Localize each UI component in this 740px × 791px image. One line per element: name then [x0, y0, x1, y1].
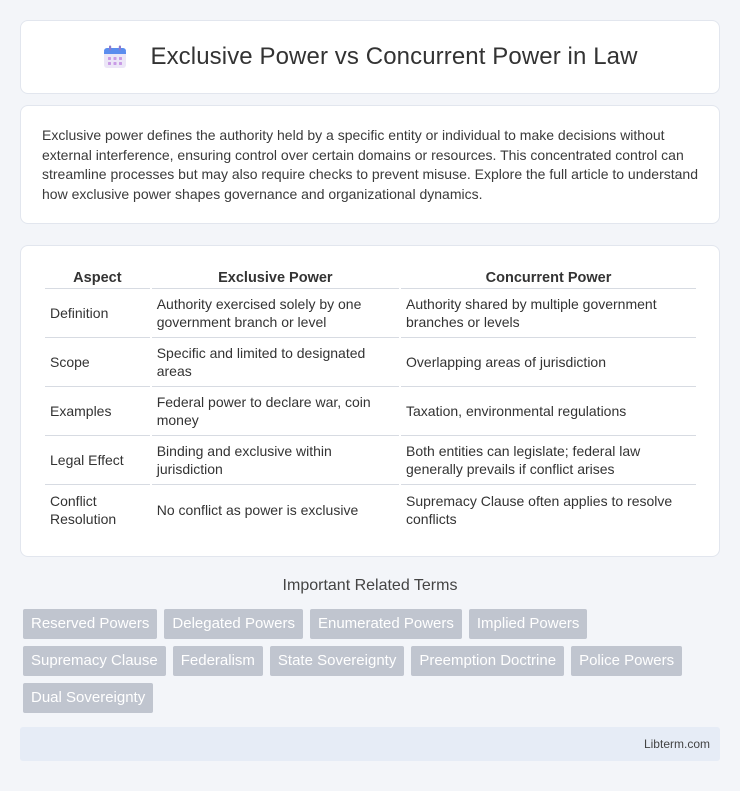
related-term-tag[interactable]: Preemption Doctrine [411, 646, 564, 676]
table-cell: Taxation, environmental regulations [401, 387, 696, 436]
table-cell: Authority shared by multiple government branches or levels [401, 289, 696, 338]
table-cell: Supremacy Clause often applies to resolve conflicts [406, 492, 673, 527]
table-cell: Authority exercised solely by one government branch or level [152, 289, 399, 338]
footer-site-link[interactable]: Libterm.com [643, 737, 710, 751]
related-term-tag[interactable]: Delegated Powers [164, 609, 303, 639]
table-cell: Legal Effect [45, 436, 150, 485]
table-cell: Scope [45, 338, 150, 387]
column-header-aspect: Aspect [45, 268, 150, 289]
table-cell: Both entities can legislate; federal law generally prevails if conflict arises [401, 436, 696, 485]
intro-paragraph: Exclusive power defines the authority held by a specific entity or individual to make decisions without external interference, ensuring control over certain domains or resources. This concentrated control can streamline processes but may also require checks to prevent misuse. Explore the full article to understand how exclusive power shapes governance and organizational dynamics. [42, 127, 698, 202]
comparison-table [43, 268, 698, 534]
page-title: Exclusive Power vs Concurrent Power in Law [150, 43, 638, 70]
table-cell: Specific and limited to designated areas [152, 338, 399, 387]
table-cell: Conflict Resolution [50, 492, 117, 527]
related-term-tag[interactable]: Reserved Powers [23, 609, 157, 639]
related-term-tag[interactable]: Supremacy Clause [23, 646, 166, 676]
related-term-tag[interactable]: State Sovereignty [270, 646, 404, 676]
footer [20, 727, 720, 761]
comparison-table-card [20, 245, 720, 557]
table-cell: No conflict as power is exclusive [156, 501, 359, 518]
table-cell: Binding and exclusive within jurisdiction [152, 436, 399, 485]
related-term-tag[interactable]: Federalism [173, 646, 263, 676]
related-terms-list [23, 609, 723, 720]
related-term-tag[interactable]: Police Powers [571, 646, 682, 676]
table-cell: Federal power to declare war, coin money [152, 387, 399, 436]
table-header-row [45, 268, 696, 289]
table-row [45, 485, 696, 534]
related-term-tag[interactable]: Dual Sovereignty [23, 683, 153, 713]
table-cell: Overlapping areas of jurisdiction [401, 338, 696, 387]
related-terms-heading: Important Related Terms [282, 577, 458, 594]
header-card [20, 20, 720, 94]
table-row [45, 436, 696, 485]
related-term-tag[interactable]: Enumerated Powers [310, 609, 462, 639]
column-header-exclusive: Exclusive Power [152, 268, 399, 289]
column-header-concurrent: Concurrent Power [401, 268, 696, 289]
table-cell: Examples [45, 387, 150, 436]
intro-card [20, 105, 720, 224]
table-row [45, 338, 696, 387]
calendar-icon [102, 44, 128, 70]
table-row [45, 289, 696, 338]
table-row [45, 387, 696, 436]
table-cell: Definition [45, 289, 150, 338]
related-term-tag[interactable]: Implied Powers [469, 609, 588, 639]
